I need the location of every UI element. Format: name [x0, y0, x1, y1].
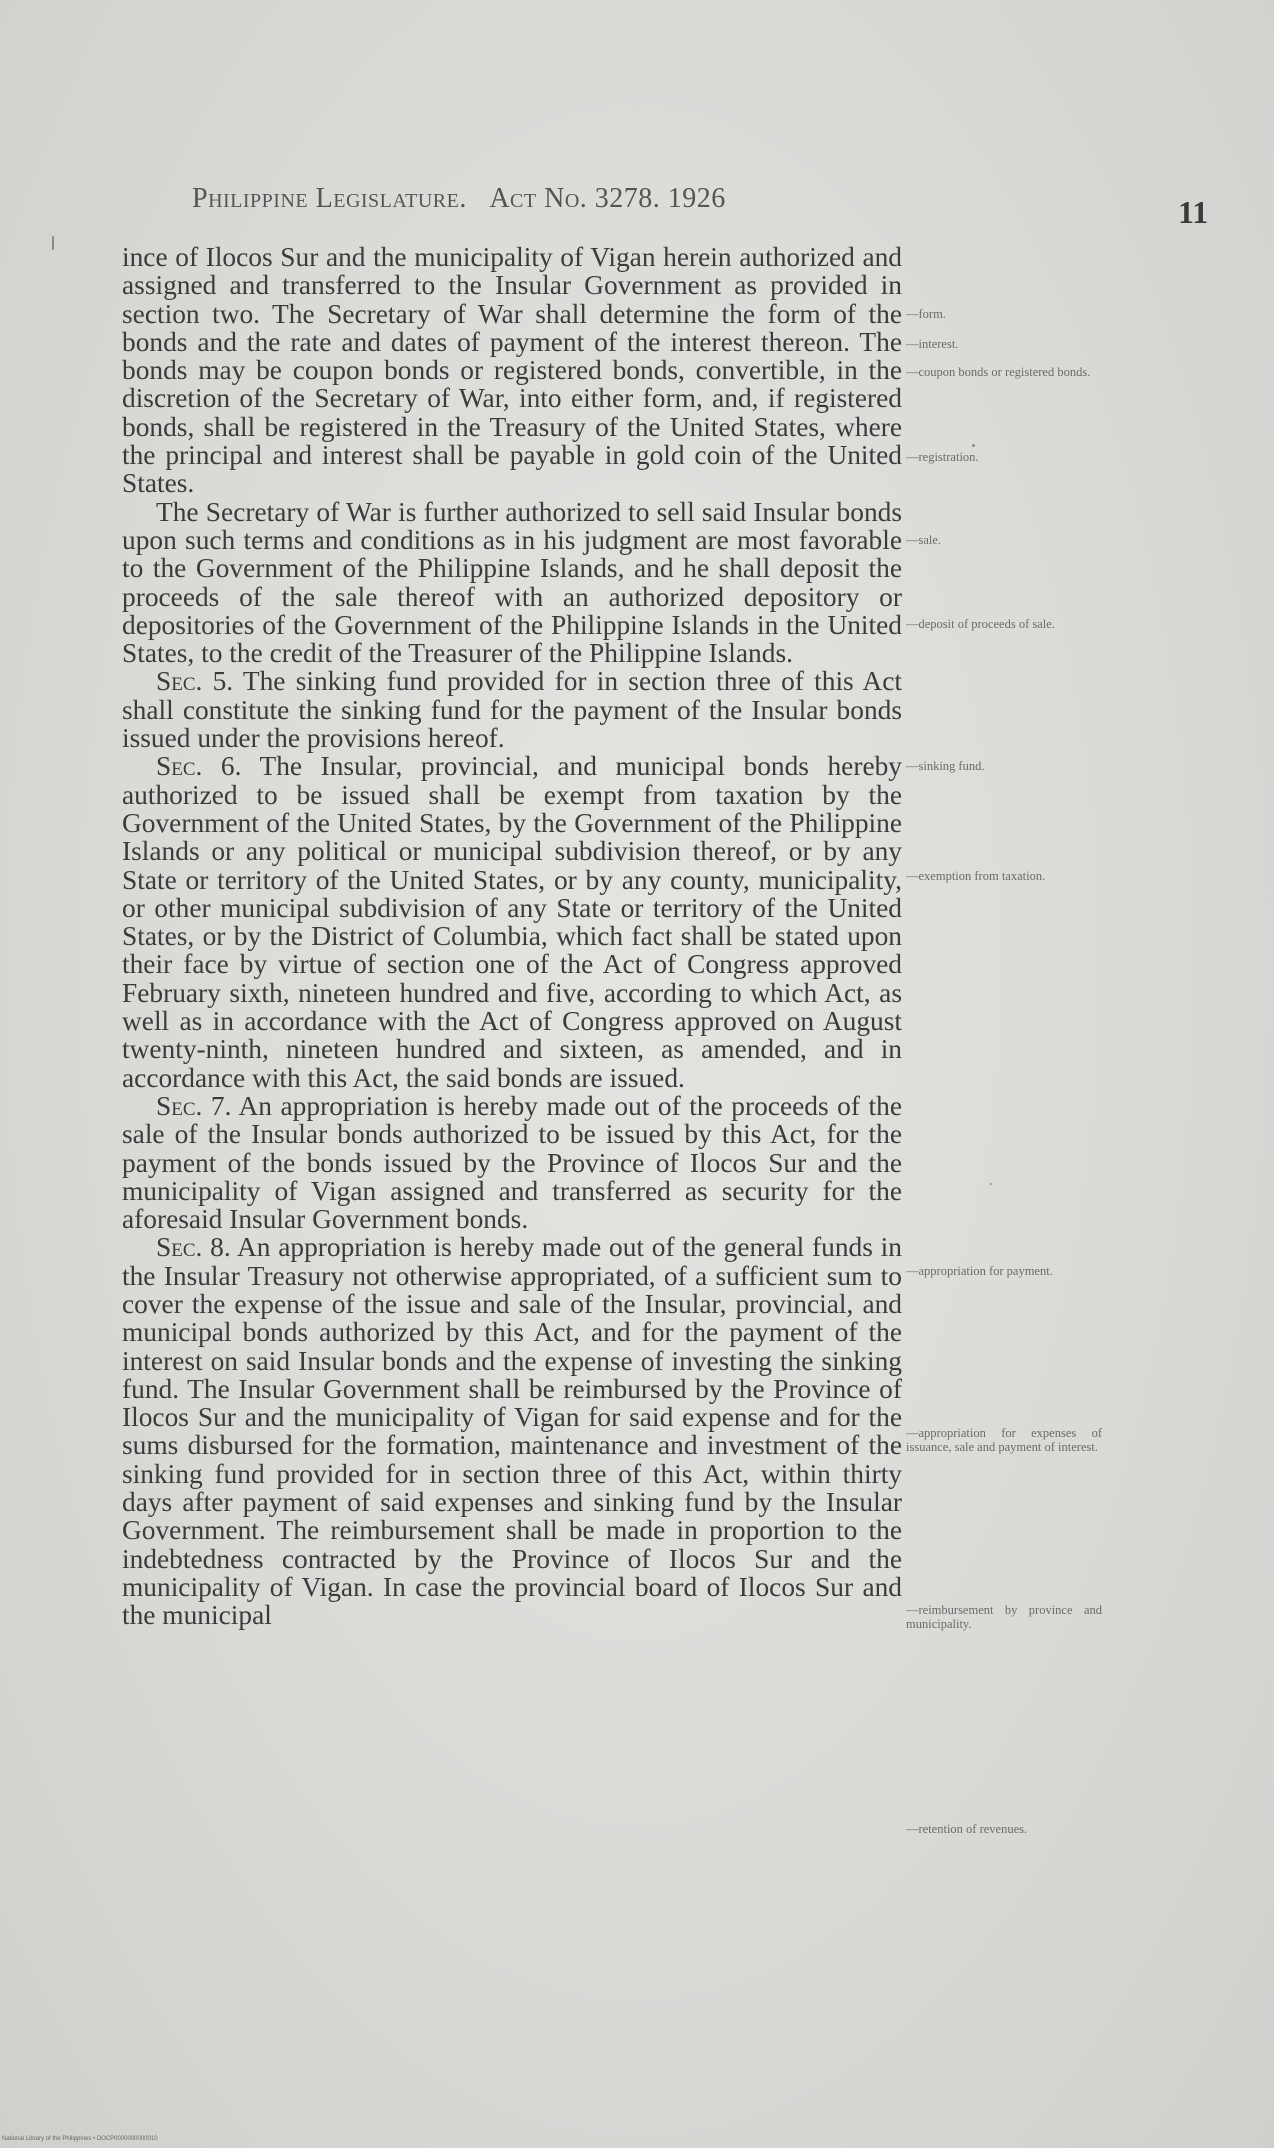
margin-note-appropriation-expenses: —appropriation for expenses of issuance, sale and payment of interest. [906, 1426, 1102, 1454]
section-5 [122, 667, 902, 752]
section-5-text: The sinking fund provided for in section three of this Act shall constitute the sinking fund for the payment of the Insular bonds issued under the provisions hereof. [122, 666, 902, 754]
section-8-label: Sec. 8. [156, 1232, 231, 1263]
margin-note-sale: —sale. [906, 533, 942, 547]
section-7 [122, 1092, 902, 1233]
body-text [122, 243, 902, 1630]
margin-note-sinking-fund: —sinking fund. [906, 759, 985, 773]
section-8-text: An appropriation is hereby made out of the general funds in the Insular Treasury not otherwise appropriated, of a sufficient sum to cover the expense of the issue and sale of the Insular, provincial, and municipal bonds authorized by this Act, and for the payment of the interest on said Insular bonds and the expense of investing the sinking fund. The Insular Government shall be reimbursed by the Province of Ilocos Sur and the municipality of Vigan for said expense and for the sums disbursed for the formation, maintenance and investment of the sinking fund provided for in section three of this Act, within thirty days after payment of said expenses and sinking fund by the Insular Government. The reimbursement shall be made in proportion to the indebtedness contracted by the Province of Ilocos Sur and the municipality of Vigan. In case the provincial board of Ilocos Sur and the municipal [122, 1232, 902, 1631]
scan-speck [52, 236, 54, 250]
scan-footer: National Library of the Philippines • DOCP0000000000010 [2, 2136, 158, 2142]
paragraph-2: The Secretary of War is further authorized to sell said Insular bonds upon such terms and conditions as in his judgment are most favorable to the Government of the Philippine Islands, and he shall deposit the proceeds of the sale thereof with an authorized depository or depositories of the Government of the Philippine Islands in the United States, to the credit of the Treasurer of the Philippine Islands. [122, 496, 902, 669]
running-header [192, 183, 842, 215]
section-7-text: An appropriation is hereby made out of the proceeds of the sale of the Insular bonds authorized to be issued by this Act, for the payment of the bonds issued by the Province of Ilocos Sur and the municipality of Vigan assigned and transferred as security for the aforesaid Insular Government bonds. [122, 1090, 902, 1235]
section-5-label: Sec. 5. [156, 666, 234, 697]
margin-note-reimbursement: —reimbursement by province and municipality. [906, 1603, 1102, 1631]
margin-note-coupon-bonds: —coupon bonds or registered bonds. [906, 365, 1091, 379]
section-7-label: Sec. 7. [156, 1090, 232, 1121]
paragraph-1: ince of Ilocos Sur and the municipality of Vigan herein authorized and assigned and transferred to the Insular Government as provided in section two. The Secretary of War shall determine the form of the bonds and the rate and dates of payment of the interest thereon. The bonds may be coupon bonds or registered bonds, convertible, in the discretion of the Secretary of War, into either form, and, if registered bonds, shall be registered in the Treasury of the United States, where the principal and interest shall be payable in gold coin of the United States. [122, 242, 902, 499]
section-6 [122, 752, 902, 1092]
act-reference: Act No. 3278. 1926 [489, 183, 726, 214]
section-6-label: Sec. 6. [156, 751, 242, 782]
section-8 [122, 1233, 902, 1629]
margin-note-appropriation-payment: —appropriation for payment. [906, 1264, 1053, 1278]
scan-speck [990, 1183, 992, 1185]
margin-note-registration: —registration. [906, 450, 979, 464]
page-number: 11 [1178, 194, 1209, 230]
margin-note-form: —form. [906, 307, 946, 321]
scan-speck [972, 444, 975, 447]
section-6-text: The Insular, provincial, and municipal bonds hereby authorized to be issued shall be exempt from taxation by the Government of the United States, by the Government of the Philippine Islands or any political or municipal subdivision thereof, or by any State or territory of the United States, or by any county, municipality, or other municipal subdivision of any State or territory of the United States, or by the District of Columbia, which fact shall be stated upon their face by virtue of section one of the Act of Congress approved February sixth, nineteen hundred and five, according to which Act, as well as in accordance with the Act of Congress approved on August twenty-ninth, nineteen hundred and sixteen, as amended, and in accordance with this Act, the said bonds are issued. [122, 751, 902, 1093]
margin-note-interest: —interest. [906, 337, 959, 351]
running-title: Philippine Legislature. [192, 183, 467, 214]
margin-note-exemption: —exemption from taxation. [906, 869, 1046, 883]
margin-note-deposit: —deposit of proceeds of sale. [906, 617, 1055, 631]
margin-note-retention: —retention of revenues. [906, 1822, 1028, 1836]
